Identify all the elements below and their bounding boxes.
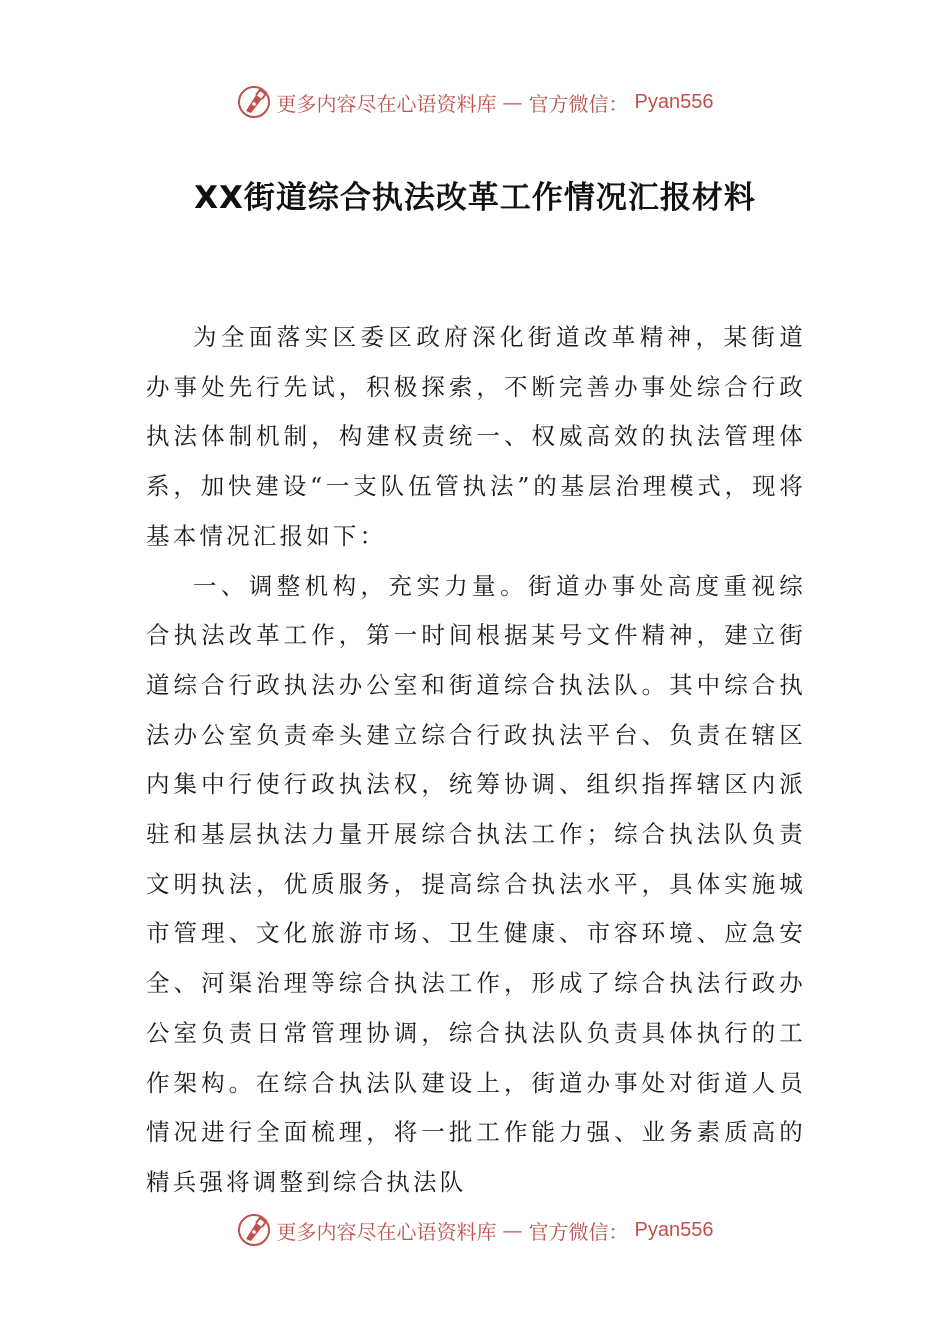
paragraph-section-one: 一、调整机构，充实力量。街道办事处高度重视综合执法改革工作，第一时间根据某号文件精神，建立街道综合行政执法办公室和街道综合执法队。其中综合执法办公室负责牵头建立综合行政执法平台、负责在辖区内集中行使行政执法权，统筹协调、组织指挥辖区内派驻和基层执法力量开展综合执法工作；综合执法队负责文明执法，优质服务，提高综合执法水平，具体实施城市管理、文化旅游市场、卫生健康、市容环境、应急安全、河渠治理等综合执法工作，形成了综合执法行政办公室负责日常管理协调，综合执法队负责具体执行的工作架构。在综合执法队建设上，街道办事处对街道人员情况进行全面梳理，将一批工作能力强、业务素质高的精兵强将调整到综合执法队 — [146, 571, 806, 1196]
paragraph-intro: 为全面落实区委区政府深化街道改革精神，某街道办事处先行先试，积极探索，不断完善办事处综合行政执法体制机制，构建权责统一、权威高效的执法管理体系，加快建设“一支队伍管执法”的基层治理模式，现将基本情况汇报如下： — [146, 323, 806, 550]
document-body — [146, 313, 806, 1208]
banner-dash: — — [502, 90, 523, 114]
document-title: XX街道综合执法改革工作情况汇报材料 — [194, 180, 756, 216]
banner-wechat-label: 官方微信： — [528, 1219, 629, 1244]
banner-text: 更多内容尽在心语资料库 — [276, 91, 497, 116]
banner-wechat-id: Pyan556 — [634, 1218, 714, 1241]
header-banner — [0, 82, 950, 122]
banner-dash: — — [502, 1218, 523, 1242]
footer-banner — [0, 1210, 950, 1250]
banner-wechat-label: 官方微信： — [528, 91, 629, 116]
pen-nib-logo-icon — [237, 1213, 271, 1247]
banner-wechat-id: Pyan556 — [634, 90, 714, 113]
pen-nib-logo-icon — [237, 85, 271, 119]
banner-text: 更多内容尽在心语资料库 — [276, 1219, 497, 1244]
